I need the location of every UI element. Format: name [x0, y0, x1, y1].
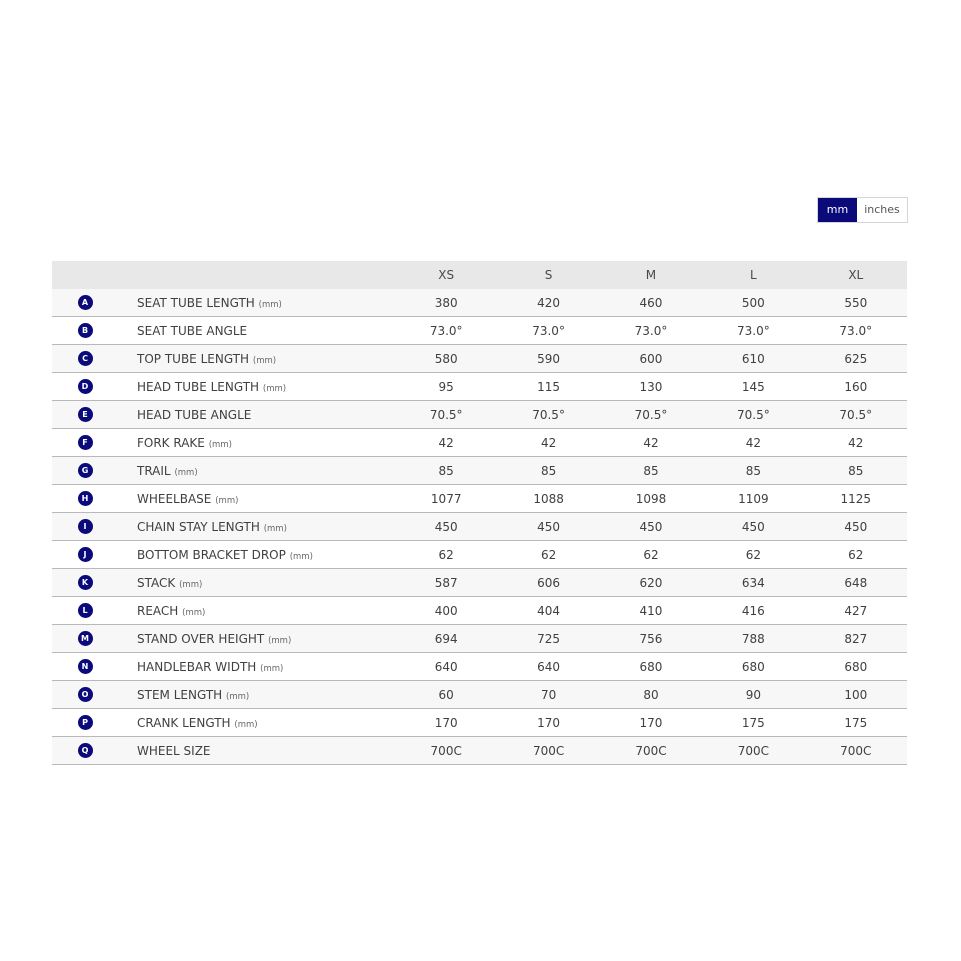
dimension-letter-badge: G: [78, 463, 93, 478]
value-cell: 73.0°: [702, 317, 804, 345]
measurement-label: STACK: [137, 575, 176, 590]
measurement-unit: (mm): [258, 299, 282, 310]
value-cell: 680: [805, 653, 907, 681]
value-cell: 1098: [600, 485, 702, 513]
value-cell: 450: [702, 513, 804, 541]
value-cell: 85: [395, 457, 497, 485]
dimension-letter-badge: O: [78, 687, 93, 702]
value-cell: 460: [600, 289, 702, 317]
value-cell: 130: [600, 373, 702, 401]
measurement-label: WHEELBASE: [137, 491, 212, 506]
value-cell: 42: [805, 429, 907, 457]
units-mm-button[interactable]: mm: [818, 198, 857, 222]
value-cell: 625: [805, 345, 907, 373]
table-row: [52, 457, 907, 485]
measurement-name-cell: [118, 513, 395, 541]
measurement-name-cell: [118, 289, 395, 317]
value-cell: 160: [805, 373, 907, 401]
dimension-letter-badge: C: [78, 351, 93, 366]
value-cell: 85: [497, 457, 599, 485]
letter-cell: [52, 317, 118, 345]
table-row: [52, 317, 907, 345]
measurement-name-cell: [118, 541, 395, 569]
measurement-name-cell: [118, 625, 395, 653]
value-cell: 450: [805, 513, 907, 541]
value-cell: 42: [600, 429, 702, 457]
size-header-l: L: [702, 261, 804, 289]
dimension-letter-badge: L: [78, 603, 93, 618]
value-cell: 550: [805, 289, 907, 317]
table-row: [52, 513, 907, 541]
value-cell: 450: [600, 513, 702, 541]
header-name-cell: [118, 261, 395, 289]
measurement-name-cell: [118, 681, 395, 709]
value-cell: 60: [395, 681, 497, 709]
table-row: [52, 289, 907, 317]
geometry-table: [52, 261, 907, 765]
value-cell: 70.5°: [805, 401, 907, 429]
letter-cell: [52, 541, 118, 569]
size-header-m: M: [600, 261, 702, 289]
measurement-name-cell: [118, 401, 395, 429]
table-row: [52, 345, 907, 373]
value-cell: 680: [702, 653, 804, 681]
dimension-letter-badge: K: [78, 575, 93, 590]
units-inches-button[interactable]: inches: [857, 198, 907, 222]
measurement-unit: (mm): [263, 523, 287, 534]
measurement-name-cell: [118, 653, 395, 681]
letter-cell: [52, 457, 118, 485]
measurement-label: CRANK LENGTH: [137, 715, 231, 730]
size-header-s: S: [497, 261, 599, 289]
value-cell: 170: [600, 709, 702, 737]
size-header-xs: XS: [395, 261, 497, 289]
dimension-letter-badge: Q: [78, 743, 93, 758]
value-cell: 380: [395, 289, 497, 317]
value-cell: 70.5°: [395, 401, 497, 429]
value-cell: 42: [395, 429, 497, 457]
measurement-name-cell: [118, 709, 395, 737]
letter-cell: [52, 373, 118, 401]
measurement-label: TRAIL: [137, 463, 171, 478]
value-cell: 606: [497, 569, 599, 597]
measurement-name-cell: [118, 597, 395, 625]
value-cell: 100: [805, 681, 907, 709]
table-row: [52, 429, 907, 457]
measurement-unit: (mm): [268, 635, 292, 646]
measurement-label: HEAD TUBE ANGLE: [137, 407, 252, 422]
table-row: [52, 373, 907, 401]
value-cell: 70.5°: [600, 401, 702, 429]
value-cell: 95: [395, 373, 497, 401]
measurement-unit: (mm): [262, 383, 287, 394]
value-cell: 85: [600, 457, 702, 485]
measurement-unit: (mm): [226, 691, 250, 702]
value-cell: 590: [497, 345, 599, 373]
value-cell: 620: [600, 569, 702, 597]
value-cell: 73.0°: [600, 317, 702, 345]
measurement-name-cell: [118, 737, 395, 765]
value-cell: 450: [497, 513, 599, 541]
table-row: [52, 709, 907, 737]
measurement-unit: (mm): [179, 579, 203, 590]
value-cell: 85: [805, 457, 907, 485]
value-cell: 170: [395, 709, 497, 737]
value-cell: 788: [702, 625, 804, 653]
value-cell: 580: [395, 345, 497, 373]
value-cell: 400: [395, 597, 497, 625]
value-cell: 420: [497, 289, 599, 317]
letter-cell: [52, 345, 118, 373]
dimension-letter-badge: E: [78, 407, 93, 422]
value-cell: 73.0°: [395, 317, 497, 345]
value-cell: 600: [600, 345, 702, 373]
letter-cell: [52, 625, 118, 653]
value-cell: 175: [805, 709, 907, 737]
table-row: [52, 569, 907, 597]
value-cell: 500: [702, 289, 804, 317]
value-cell: 80: [600, 681, 702, 709]
measurement-label: STAND OVER HEIGHT: [137, 631, 265, 646]
measurement-label: WHEEL SIZE: [137, 743, 211, 758]
letter-cell: [52, 681, 118, 709]
value-cell: 827: [805, 625, 907, 653]
table-row: [52, 401, 907, 429]
value-cell: 634: [702, 569, 804, 597]
letter-cell: [52, 709, 118, 737]
table-row: [52, 485, 907, 513]
dimension-letter-badge: B: [78, 323, 93, 338]
measurement-name-cell: [118, 485, 395, 513]
measurement-label: STEM LENGTH: [137, 687, 223, 702]
value-cell: 85: [702, 457, 804, 485]
value-cell: 62: [702, 541, 804, 569]
table-row: [52, 541, 907, 569]
measurement-label: CHAIN STAY LENGTH: [137, 519, 260, 534]
measurement-label: HEAD TUBE LENGTH: [137, 379, 260, 394]
table-row: [52, 737, 907, 765]
size-header-xl: XL: [805, 261, 907, 289]
value-cell: 1088: [497, 485, 599, 513]
value-cell: 416: [702, 597, 804, 625]
value-cell: 648: [805, 569, 907, 597]
measurement-name-cell: [118, 345, 395, 373]
value-cell: 680: [600, 653, 702, 681]
measurement-unit: (mm): [289, 551, 313, 562]
value-cell: 1109: [702, 485, 804, 513]
value-cell: 700C: [497, 737, 599, 765]
measurement-unit: (mm): [215, 495, 239, 506]
value-cell: 70: [497, 681, 599, 709]
measurement-unit: (mm): [208, 439, 232, 450]
value-cell: 70.5°: [497, 401, 599, 429]
table-header-row: [52, 261, 907, 289]
value-cell: 1125: [805, 485, 907, 513]
letter-cell: [52, 653, 118, 681]
value-cell: 404: [497, 597, 599, 625]
value-cell: 175: [702, 709, 804, 737]
measurement-name-cell: [118, 317, 395, 345]
dimension-letter-badge: N: [78, 659, 93, 674]
dimension-letter-badge: A: [78, 295, 93, 310]
value-cell: 73.0°: [805, 317, 907, 345]
measurement-unit: (mm): [182, 607, 206, 618]
measurement-label: SEAT TUBE ANGLE: [137, 323, 248, 338]
table-row: [52, 625, 907, 653]
value-cell: 640: [395, 653, 497, 681]
dimension-letter-badge: J: [78, 547, 93, 562]
dimension-letter-badge: M: [78, 631, 93, 646]
measurement-label: SEAT TUBE LENGTH: [137, 295, 255, 310]
units-toggle: [817, 197, 908, 223]
letter-cell: [52, 737, 118, 765]
measurement-label: BOTTOM BRACKET DROP: [137, 547, 286, 562]
dimension-letter-badge: P: [78, 715, 93, 730]
letter-cell: [52, 485, 118, 513]
value-cell: 90: [702, 681, 804, 709]
measurement-label: REACH: [137, 603, 179, 618]
measurement-label: TOP TUBE LENGTH: [137, 351, 250, 366]
letter-cell: [52, 289, 118, 317]
value-cell: 700C: [805, 737, 907, 765]
measurement-name-cell: [118, 457, 395, 485]
value-cell: 115: [497, 373, 599, 401]
measurement-name-cell: [118, 569, 395, 597]
measurement-name-cell: [118, 373, 395, 401]
measurement-unit: (mm): [174, 467, 198, 478]
value-cell: 700C: [395, 737, 497, 765]
letter-cell: [52, 597, 118, 625]
header-letter-cell: [52, 261, 118, 289]
dimension-letter-badge: D: [78, 379, 93, 394]
value-cell: 700C: [600, 737, 702, 765]
value-cell: 587: [395, 569, 497, 597]
value-cell: 427: [805, 597, 907, 625]
value-cell: 700C: [702, 737, 804, 765]
value-cell: 62: [805, 541, 907, 569]
table-body: [52, 289, 907, 765]
measurement-name-cell: [118, 429, 395, 457]
measurement-unit: (mm): [234, 719, 258, 730]
measurement-unit: (mm): [252, 355, 277, 366]
letter-cell: [52, 401, 118, 429]
value-cell: 725: [497, 625, 599, 653]
measurement-label: FORK RAKE: [137, 435, 205, 450]
letter-cell: [52, 513, 118, 541]
value-cell: 42: [497, 429, 599, 457]
letter-cell: [52, 429, 118, 457]
measurement-unit: (mm): [260, 663, 284, 674]
table-row: [52, 681, 907, 709]
value-cell: 62: [497, 541, 599, 569]
value-cell: 73.0°: [497, 317, 599, 345]
dimension-letter-badge: H: [78, 491, 93, 506]
table-row: [52, 597, 907, 625]
value-cell: 450: [395, 513, 497, 541]
value-cell: 410: [600, 597, 702, 625]
value-cell: 145: [702, 373, 804, 401]
dimension-letter-badge: F: [78, 435, 93, 450]
table-row: [52, 653, 907, 681]
value-cell: 610: [702, 345, 804, 373]
value-cell: 756: [600, 625, 702, 653]
value-cell: 70.5°: [702, 401, 804, 429]
value-cell: 62: [600, 541, 702, 569]
dimension-letter-badge: I: [78, 519, 93, 534]
value-cell: 640: [497, 653, 599, 681]
value-cell: 42: [702, 429, 804, 457]
value-cell: 62: [395, 541, 497, 569]
measurement-label: HANDLEBAR WIDTH: [137, 659, 257, 674]
value-cell: 1077: [395, 485, 497, 513]
value-cell: 694: [395, 625, 497, 653]
value-cell: 170: [497, 709, 599, 737]
letter-cell: [52, 569, 118, 597]
